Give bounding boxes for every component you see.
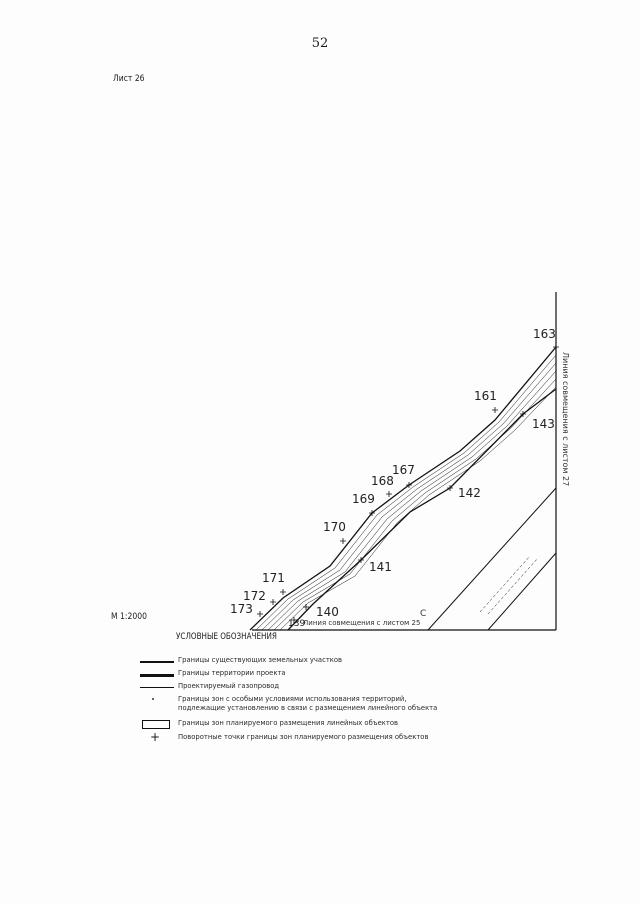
- legend-text: Границы зон планируемого размещения линейных объектов: [178, 719, 398, 727]
- legend-title: УСЛОВНЫЕ ОБОЗНАЧЕНИЯ: [176, 632, 277, 642]
- point-label-170: 170: [323, 520, 346, 534]
- c-mark: С: [420, 609, 427, 619]
- point-label-140: 140: [316, 605, 339, 619]
- legend-text: Границы существующих земельных участков: [178, 656, 343, 664]
- sheet-label: Лист 26: [113, 74, 145, 84]
- vertex-markers: [257, 344, 559, 623]
- point-label-141: 141: [369, 560, 392, 574]
- point-label-161: 161: [474, 389, 497, 403]
- page-number: 52: [311, 36, 329, 51]
- scale-label: М 1:2000: [111, 612, 147, 622]
- bold-line-symbol: [140, 669, 174, 681]
- thick-line-symbol: [140, 656, 174, 668]
- legend-item-special-zones: [140, 695, 448, 713]
- legend-text: Проектируемый газопровод: [178, 682, 280, 690]
- dot-symbol: [140, 695, 174, 707]
- other-lines: [428, 488, 556, 630]
- point-label-172: 172: [243, 589, 266, 603]
- legend-text: Границы территории проекта: [178, 669, 286, 677]
- point-label-168: 168: [371, 474, 394, 488]
- legend-text: Границы зон с особыми условиями использования территорий, подлежащие установлению в связи с размещением линейного объекта: [178, 695, 438, 712]
- point-label-173: 173: [230, 602, 253, 616]
- legend-item-gas-pipeline: [140, 682, 448, 694]
- bottom-match-line-label: Линия совмещения с листом 25: [303, 619, 421, 627]
- point-label-143: 143: [532, 417, 555, 431]
- zone-corridor: [250, 347, 556, 630]
- legend-item-placement-zone: [140, 719, 448, 731]
- plus-symbol: +: [150, 730, 161, 744]
- point-label-169: 169: [352, 492, 375, 506]
- point-label-167: 167: [392, 463, 415, 477]
- point-label-139: 139: [288, 619, 306, 629]
- legend-item-turning-points: [140, 730, 448, 745]
- legend-text: Поворотные точки границы зон планируемого размещения объектов: [178, 733, 429, 741]
- point-label-163: 163: [533, 327, 556, 341]
- point-label-142: 142: [458, 486, 481, 500]
- point-label-171: 171: [262, 571, 285, 585]
- thin-line-symbol: [140, 682, 174, 694]
- side-match-line-label: Линия совмещения с листом 27: [561, 352, 570, 487]
- legend-item-project-boundary: [140, 669, 448, 681]
- legend-item-existing-parcels: [140, 656, 448, 668]
